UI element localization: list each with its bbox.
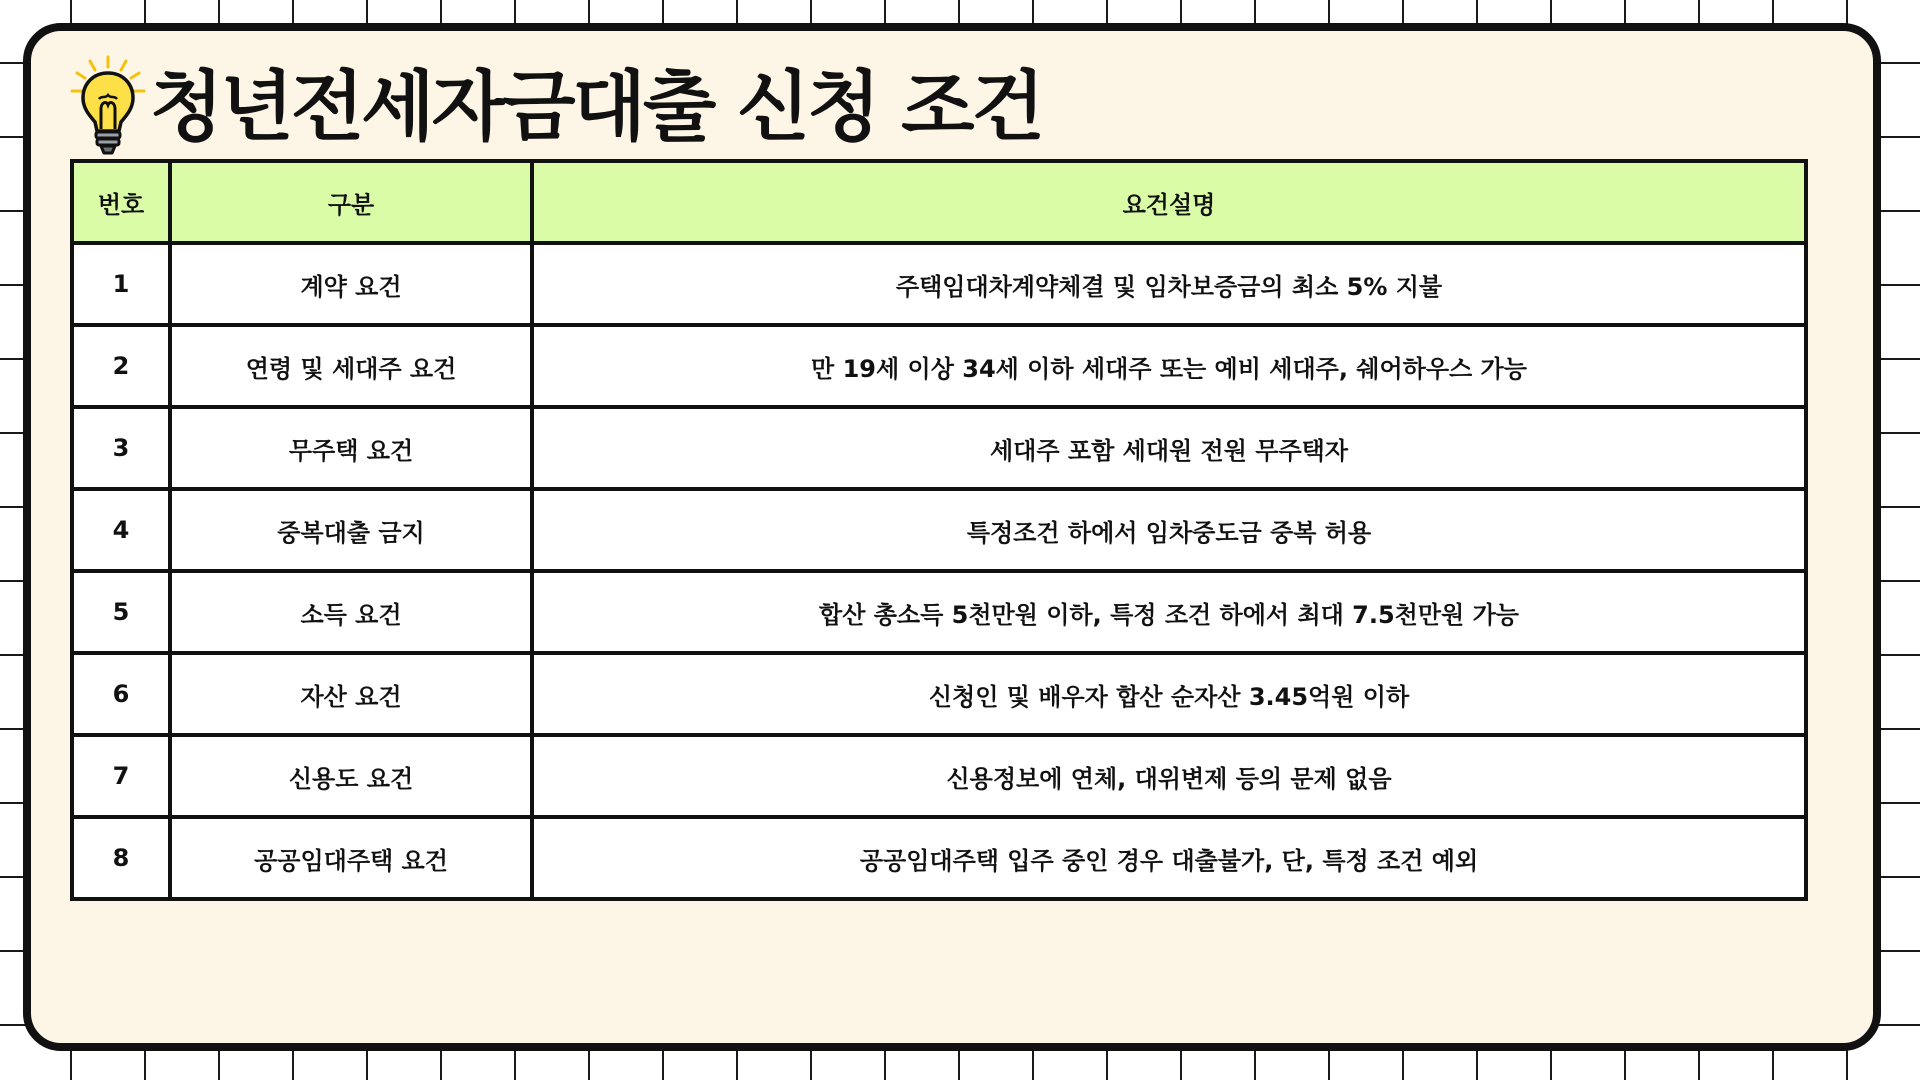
- page-title: 청년전세자금대출 신청 조건: [150, 62, 1042, 151]
- table-row: [72, 243, 1806, 325]
- row-category: 무주택 요건: [170, 407, 532, 489]
- row-description: 공공임대주택 입주 중인 경우 대출불가, 단, 특정 조건 예외: [532, 817, 1806, 899]
- row-category: 공공임대주택 요건: [170, 817, 532, 899]
- row-description: 신용정보에 연체, 대위변제 등의 문제 없음: [532, 735, 1806, 817]
- row-number: 3: [72, 407, 170, 489]
- requirements-table: [70, 159, 1808, 901]
- table-row: [72, 407, 1806, 489]
- row-number: 4: [72, 489, 170, 571]
- table-row: [72, 735, 1806, 817]
- row-number: 6: [72, 653, 170, 735]
- row-category: 연령 및 세대주 요건: [170, 325, 532, 407]
- row-category: 소득 요건: [170, 571, 532, 653]
- table-row: [72, 325, 1806, 407]
- header-description: 요건설명: [532, 161, 1806, 243]
- row-category: 계약 요건: [170, 243, 532, 325]
- row-category: 자산 요건: [170, 653, 532, 735]
- row-number: 8: [72, 817, 170, 899]
- table-header-row: [72, 161, 1806, 243]
- row-description: 주택임대차계약체결 및 임차보증금의 최소 5% 지불: [532, 243, 1806, 325]
- row-description: 합산 총소득 5천만원 이하, 특정 조건 하에서 최대 7.5천만원 가능: [532, 571, 1806, 653]
- header-category: 구분: [170, 161, 532, 243]
- row-number: 2: [72, 325, 170, 407]
- row-description: 특정조건 하에서 임차중도금 중복 허용: [532, 489, 1806, 571]
- row-description: 세대주 포함 세대원 전원 무주택자: [532, 407, 1806, 489]
- row-category: 신용도 요건: [170, 735, 532, 817]
- lightbulb-icon: [68, 53, 148, 161]
- header-number: 번호: [72, 161, 170, 243]
- row-number: 1: [72, 243, 170, 325]
- table-row: [72, 817, 1806, 899]
- row-description: 만 19세 이상 34세 이하 세대주 또는 예비 세대주, 쉐어하우스 가능: [532, 325, 1806, 407]
- row-number: 7: [72, 735, 170, 817]
- title-row: [68, 52, 1042, 162]
- table-row: [72, 489, 1806, 571]
- row-description: 신청인 및 배우자 합산 순자산 3.45억원 이하: [532, 653, 1806, 735]
- table-row: [72, 571, 1806, 653]
- row-category: 중복대출 금지: [170, 489, 532, 571]
- table-row: [72, 653, 1806, 735]
- row-number: 5: [72, 571, 170, 653]
